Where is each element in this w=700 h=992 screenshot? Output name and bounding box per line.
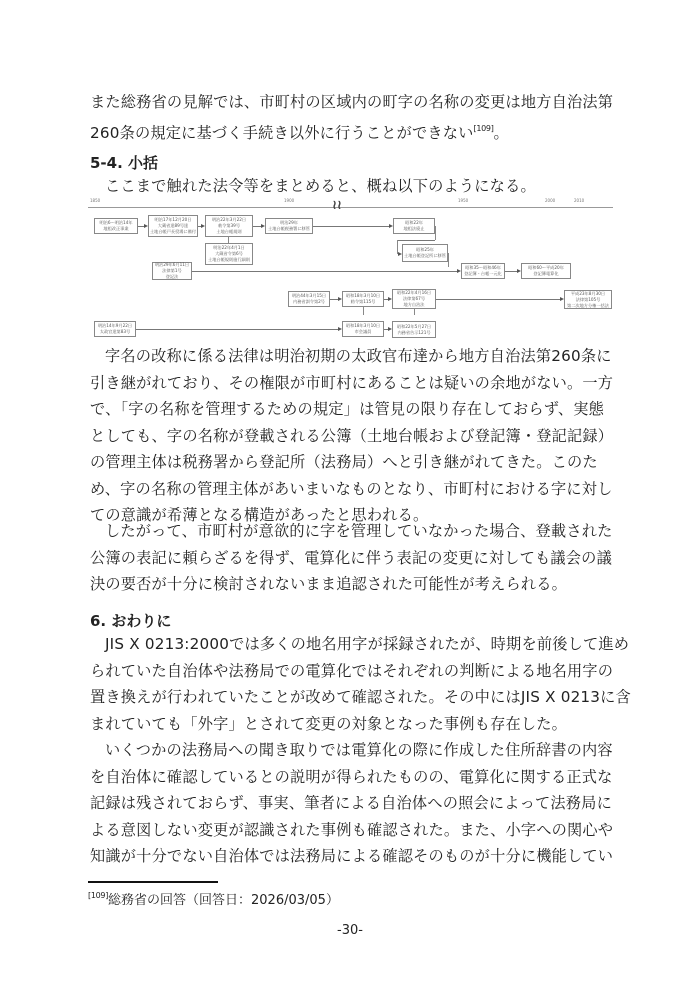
footnote-divider: [88, 881, 218, 883]
footnote-text: 総務省の回答（回答日：2026/03/05）: [108, 893, 339, 908]
diagram-box: 明治44年3月15日 内務省訓令第2号: [288, 291, 330, 307]
body-paragraph: したがって、市町村が意欲的に字を管理していなかった場合、登載された 公簿の表記に頼らざるを得ず、電算化に伴う表記の変更に対しても議会の議 決の要否が十分に検討されないまま追認された可能性が考えられる。: [90, 522, 613, 593]
footnote: [88, 889, 339, 908]
diagram-box: 明治6～明治14年 地租改正事業: [94, 218, 138, 234]
diagram-box: 明治22年4月1日 大蔵省令第6号 土地台帳規則施行細則: [205, 243, 253, 265]
timeline-tick: 2010: [574, 198, 585, 203]
diagram-box: 明治14年9月22日 太政官達第83号: [94, 321, 136, 337]
diagram-box: 明治22年3月22日 勅令第39号 土地台帳規則: [205, 215, 253, 237]
diagram-box: 昭和18年3月10日 勅令第115号: [342, 291, 384, 307]
page-number: -30-: [337, 923, 363, 938]
timeline-tick: 2000: [545, 198, 556, 203]
timeline-tick: 1850: [90, 198, 101, 203]
text-line: また総務省の見解では、市町村の区域内の町字の名称の変更は地方自治法第: [90, 93, 614, 111]
diagram-box: 明治29年6月11日 法律第1号 登記法: [152, 262, 192, 280]
diagram-box: 昭和22年 地租法廃止: [393, 218, 435, 234]
body-paragraph: いくつかの法務局への聞き取りでは電算化の際に作成した住所辞書の内容 を自治体に確認しているとの説明が得られたものの、電算化に関する正式な 記録は残されておらず、事実、筆者による自治体への照会によって法務局に よる意図しない変更が認識された事例も確認された。また、小字への関心や 知識が十分でない自治体では法務局による確認そのものが十分に機能してい: [90, 741, 614, 865]
legal-timeline-diagram: [88, 196, 613, 341]
section-heading-6: 6. おわりに: [90, 612, 172, 630]
diagram-box: 昭和25年 土地台帳登記所に移管: [402, 244, 448, 262]
section-lead: ここまで触れた法令等をまとめると、概ね以下のようになる。: [105, 177, 536, 195]
timeline-tick: 1900: [284, 198, 295, 203]
body-paragraph: JIS X 0213:2000では多くの地名用字が採録されたが、時期を前後して進め られていた自治体や法務局での電算化ではそれぞれの判断による地名用字の 置き換えが行われていたことが改めて確認された。その中にはJIS X 0213に含 まれていても「外字」とされて変更の対象となった事例も存在した。: [90, 635, 631, 733]
diagram-box: 平成23年8月30日 法律第105号 第二次地方分権一括法: [564, 290, 612, 309]
diagram-box: 昭和60～平成20年 登記簿電算化: [521, 263, 571, 279]
text-line: 260条の規定に基づく手続き以外に行うことができない[109]。: [90, 123, 509, 142]
timeline-break-icon: ≀≀: [332, 198, 342, 213]
footnote-ref: [109]: [473, 123, 494, 133]
timeline-tick: 1950: [458, 198, 469, 203]
diagram-box: 昭和18年3月10日 市会議員: [342, 321, 384, 337]
diagram-box: 昭和35～昭和46年 登記簿・台帳一元化: [461, 263, 505, 279]
timeline-axis: [88, 207, 613, 208]
diagram-box: 昭和22年4月16日 法律第67号 地方自治法: [392, 289, 436, 309]
diagram-box: 昭和22年5月27日 内務省告示121号: [392, 321, 436, 338]
intro-paragraph: [90, 89, 612, 142]
section-heading-5-4: 5-4. 小括: [90, 154, 159, 172]
footnote-number: [109]: [88, 891, 109, 900]
diagram-box: 明治17年12月20日 大蔵省達89号達 土地台帳戸長役場に備付: [148, 215, 198, 237]
body-paragraph: 字名の改称に係る法律は明治初期の太政官布達から地方自治法第260条に 引き継がれており、その権限が市町村にあることは疑いの余地がない。一方 で、「字の名称を管理するための規定」は管見の限り存在しておらず、実態 としても、字の名称が登載される公簿（土地台帳および登記簿・登記記録） の管理主体は税務署から登記所（法務局）へと引き継がれてきた。このた め、字の名称の管理主体があいまいなものとなり、市町村における字に対し ての意識が希薄となる構造があったと思われる。: [90, 347, 614, 524]
diagram-box: 明治29年 土地台帳税務署に移管: [265, 218, 313, 234]
